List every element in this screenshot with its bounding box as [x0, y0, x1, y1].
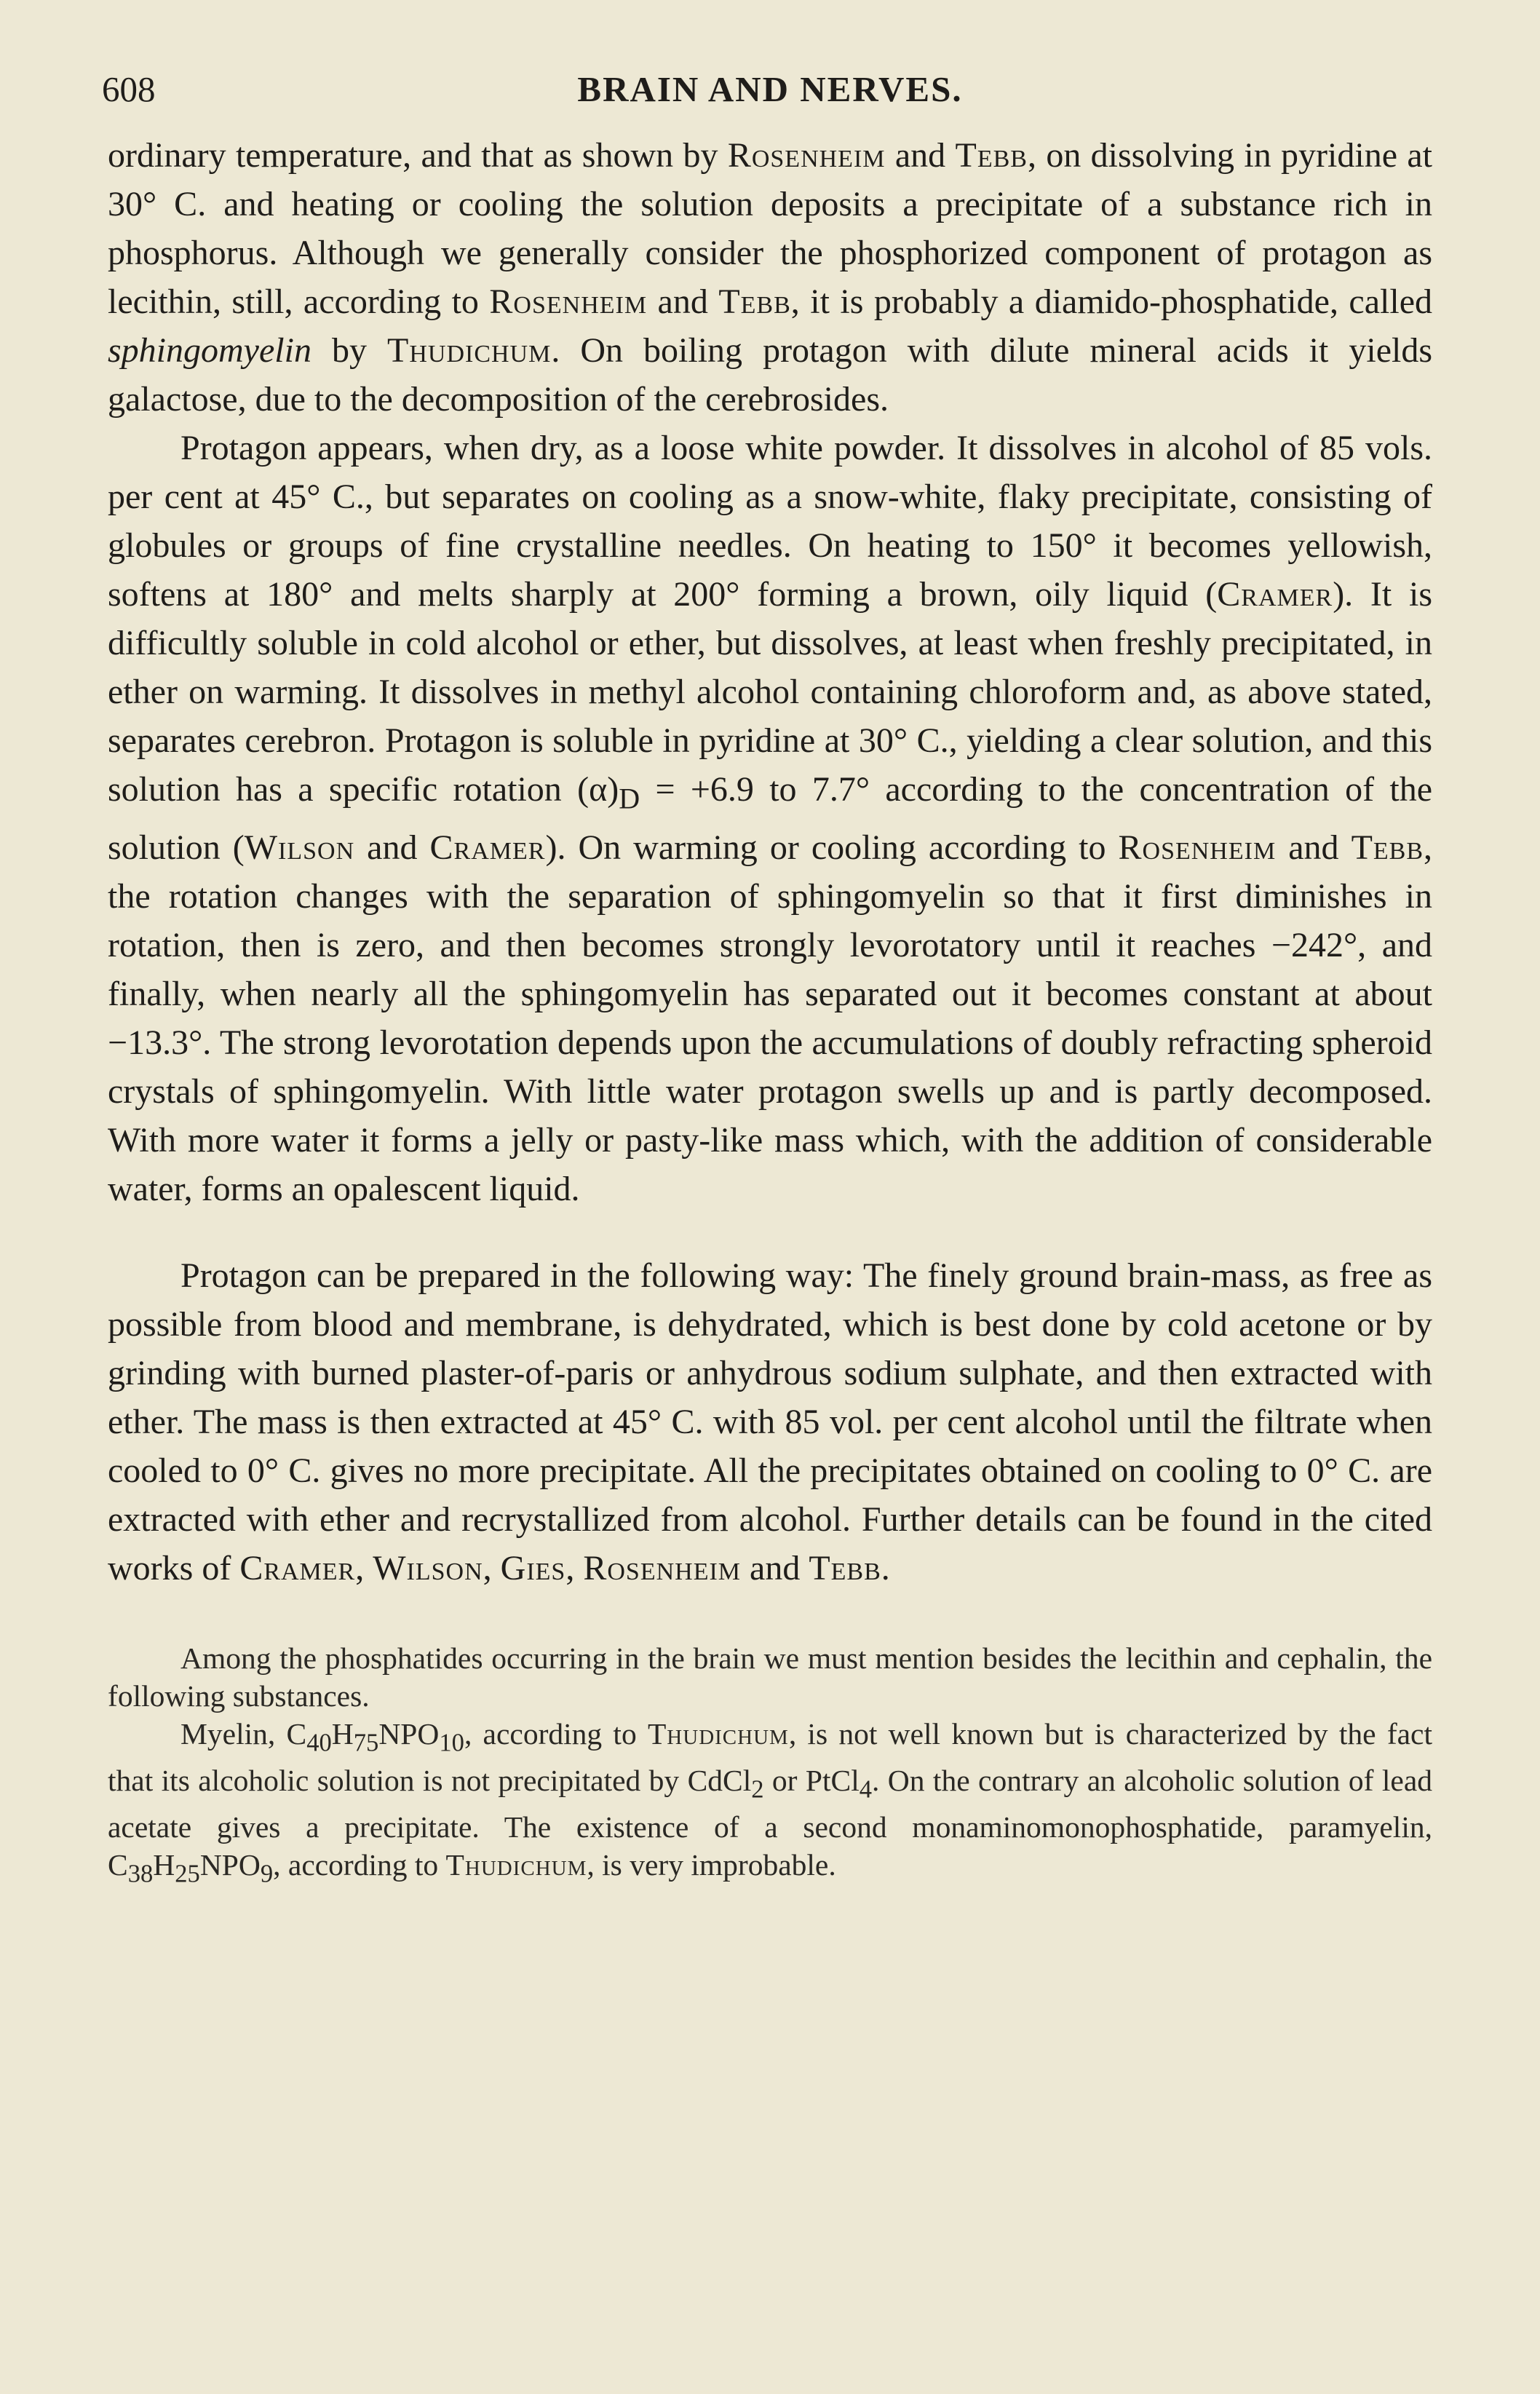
- author-name: Thudichum: [445, 1848, 587, 1882]
- author-name: Rosenheim: [727, 136, 886, 175]
- author-name: Thudichum: [647, 1716, 789, 1751]
- author-name: Tebb: [955, 136, 1028, 175]
- paragraph-2: Protagon appears, when dry, as a loose white powder. It dissolves in alcohol of 85 vols. per cent at 45° C., but separates on cooling as a snow-white, flaky precipitate, consisting of globules or groups of fine crystalline needles. On heating to 150° it becomes yellowish, softens at 180° and melts sharply at 200° forming a brown, oily liquid (Cramer). It is difficultly soluble in cold alcohol or ether, but dissolves, at least when freshly precipitated, in ether on warming. It dissolves in methyl alcohol containing chloroform and, as above stated, separates cerebron. Protagon is soluble in pyridine at 30° C., yielding a clear solution, and this solution has a specific rotation $(\alpha)_D = +6.9$ to 7.7° according to the concentration of the solution (Wilson and Cramer). On warming or cooling according to Rosenheim and Tebb, the rotation changes with the separation of sphingomyelin so that it first diminishes in rotation, then is zero, and then becomes strongly levorotatory until it reaches −242°, and finally, when nearly all the sphingomyelin has separated out it becomes constant at about −13.3°. The strong levorotation depends upon the accumulations of doubly refracting spheroid crystals of sphingomyelin. With little water protagon swells up and is partly decomposed. With more water it forms a jelly or pasty-like mass which, with the addition of considerable water, forms an opalescent liquid.: [108, 429, 1433, 1208]
- author-name: Gies: [500, 1548, 566, 1588]
- page-number: 608: [102, 69, 156, 109]
- running-head: BRAIN AND NERVES.: [577, 69, 963, 109]
- author-name: Tebb: [718, 282, 791, 321]
- author-name: Cramer: [1217, 575, 1333, 614]
- paragraph-5: Myelin, $C_{40}H_{75}NPO_{10}$, according to Thudichum, is not well known but is characterized by the fact that its alcoholic solution is not precipitated by CdCl$_2$ or PtCl$_4$. On the contrary an alcoholic solution of lead acetate gives a precipitate. The existence of a second monaminomonophosphatide, paramyelin, $C_{38}H_{25}NPO_9$, according to Thudichum, is very improbable.: [108, 1716, 1433, 1888]
- author-name: Wilson: [373, 1548, 483, 1588]
- paragraph-3: Protagon can be prepared in the following way: The finely ground brain-mass, as free as possible from blood and membrane, is dehydrated, which is best done by cold acetone or by grinding with burned plaster-of-paris or anhydrous sodium sulphate, and then extracted with ether. The mass is then extracted at 45° C. with 85 vol. per cent alcohol until the filtrate when cooled to 0° C. gives no more precipitate. All the precipitates obtained on cooling to 0° C. are extracted with ether and recrystallized from alcohol. Further details can be found in the cited works of Cramer, Wilson, Gies, Rosenheim and Tebb.: [108, 1256, 1432, 1588]
- author-name: Tebb: [809, 1548, 881, 1588]
- author-name: Cramer: [429, 828, 546, 867]
- main-text: [108, 131, 1432, 1593]
- paragraph-1: ordinary temperature, and that as shown by Rosenheim and Tebb, on dissolving in pyridine at 30° C. and heating or cooling the solution deposits a precipitate of a substance rich in phosphorus. Although we generally consider the phosphorized component of protagon as lecithin, still, according to Rosenheim and Tebb, it is probably a diamido-phosphatide, called sphingomyelin by Thudichum. On boiling protagon with dilute mineral acids it yields galactose, due to the decomposition of the cerebrosides.: [108, 136, 1433, 419]
- author-name: Rosenheim: [583, 1548, 742, 1588]
- page-header: [102, 64, 1432, 115]
- italic-term: sphingomyelin: [108, 331, 311, 370]
- author-name: Rosenheim: [489, 282, 648, 321]
- author-name: Tebb: [1351, 828, 1424, 867]
- book-page: [102, 64, 1433, 1892]
- author-name: Wilson: [244, 828, 355, 867]
- author-name: Thudichum: [387, 331, 552, 370]
- small-print-section: [108, 1639, 1432, 1893]
- author-name: Rosenheim: [1118, 828, 1277, 867]
- author-name: Cramer: [239, 1548, 356, 1588]
- paragraph-4: Among the phosphatides occurring in the brain we must mention besides the lecithin and cephalin, the following substances.: [108, 1641, 1432, 1713]
